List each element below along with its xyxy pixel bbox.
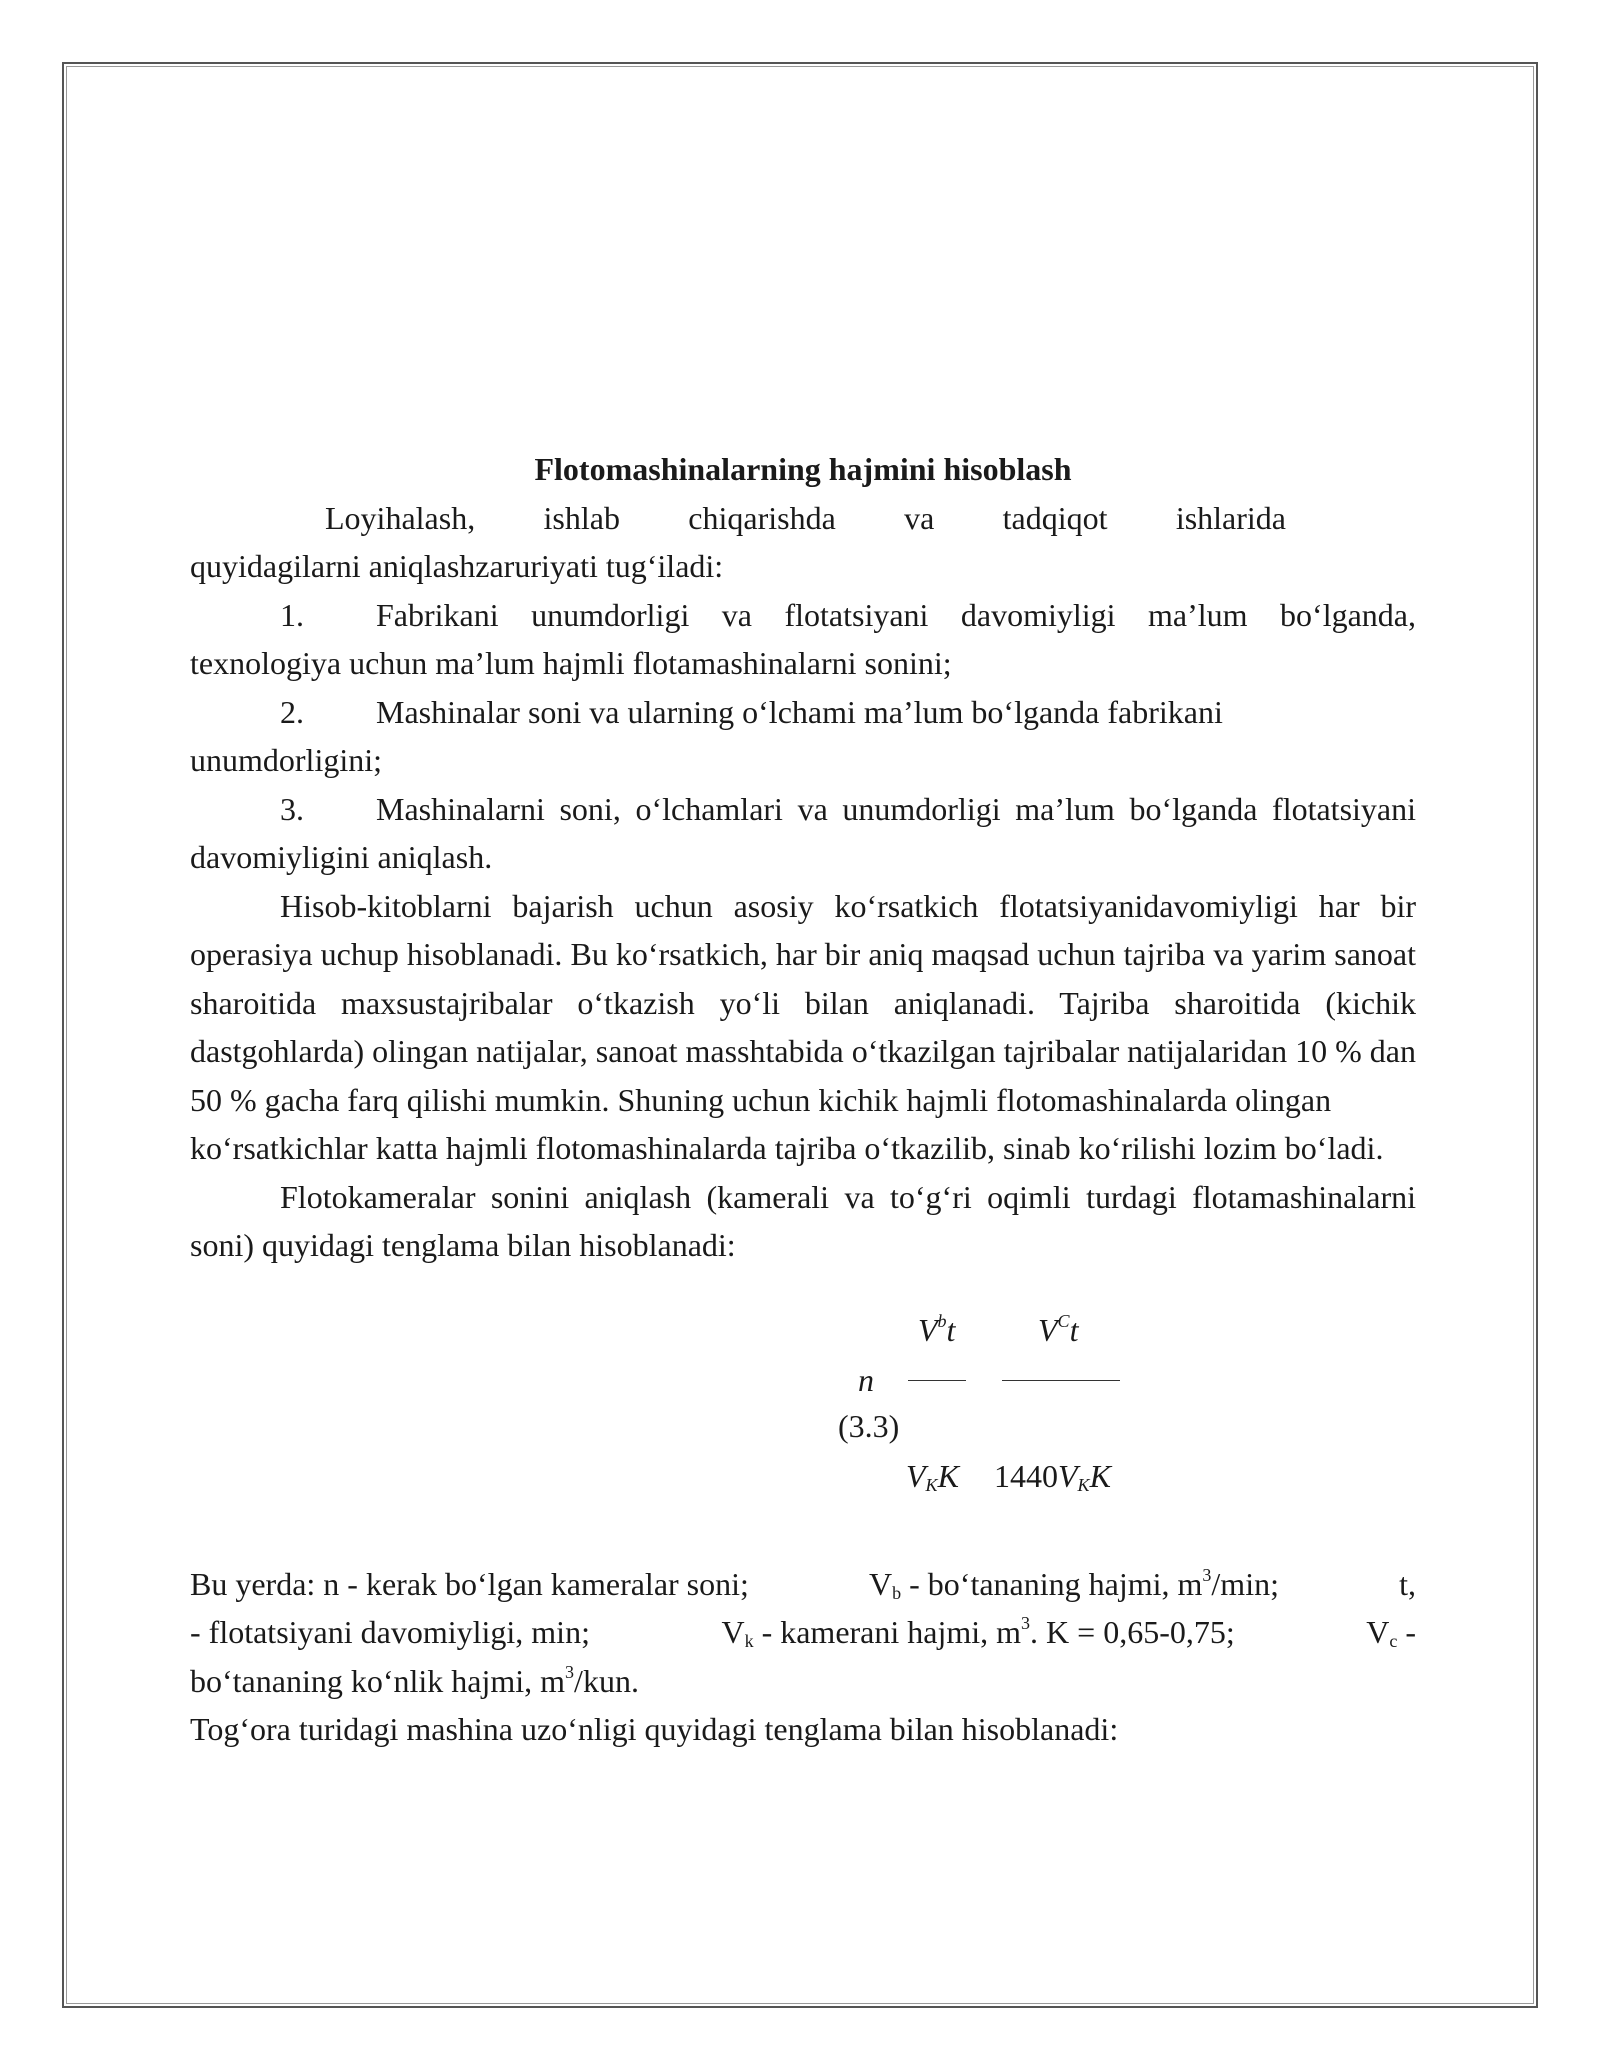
legend-line-1: Bu yerda: n - kerak bo‘lgan kameralar soni; $V_b$ - bo‘tananing hajmi, $m^3/\min$; t, <box>190 1564 1416 1603</box>
list-item-2 <box>190 688 1416 785</box>
intro-line-1: Loyihalash, ishlab chiqarishda va tadqiqot ishlarida <box>325 499 1286 536</box>
intro-line-2: quyidagilarni aniqlashzaruriyati tug‘iladi: <box>190 548 724 584</box>
list-text: Mashinalar soni va ularning o‘lchami ma’lum bo‘lganda fabrikani unumdorligini; <box>190 693 1223 778</box>
legend-line-3: bo‘tananing ko‘nlik hajmi, $m^3$/kun. <box>190 1661 639 1699</box>
paragraph-verification: ko‘rsatkichlar katta hajmli flotomashinalarda tajriba o‘tkazilib, sinab ko‘rilishi lozim bo‘ladi. <box>190 1130 1384 1166</box>
paragraph-chamber-count: Flotokameralar sonini aniqlash (kamerali va to‘g‘ri oqimli turdagi flotamashinalarni soni) quyidagi tenglama bilan hisoblanadi: <box>190 1178 1416 1263</box>
formula-numerator-1: $V^bt$ <box>918 1310 956 1348</box>
fraction-line-1 <box>908 1380 966 1381</box>
intro-paragraph <box>190 494 1416 591</box>
fraction-line-2 <box>1002 1380 1120 1381</box>
formula-denominator-2: $1440V_KK$ <box>994 1457 1111 1495</box>
legend-line-2: - flotatsiyani davomiyligi, min; $V_k$ - kamerani hajmi, $m^3$. K = 0,65-0,75; $V_c$ - <box>190 1613 1416 1651</box>
formula-numerator-2: $V^Ct$ <box>1038 1310 1079 1348</box>
document-body <box>190 445 1416 1754</box>
list-text: Mashinalarni soni, o‘lchamlari va unumdorligi ma’lum bo‘lganda flotatsiyani davomiyligini aniqlash. <box>190 790 1416 875</box>
formula-legend <box>190 1560 1416 1706</box>
list-text: Fabrikani unumdorligi va flotatsiyani davomiyligi ma’lum bo‘lganda, texnologiya uchun ma’lum hajmli flotamashinalarni sonini; <box>190 596 1416 681</box>
formula-denominator-1: $V_KK$ <box>906 1457 959 1495</box>
list-item-1 <box>190 591 1416 688</box>
list-number: 1. <box>280 596 304 633</box>
list-item-3 <box>190 785 1416 882</box>
formula-3-3 <box>190 1300 1416 1540</box>
list-number: 3. <box>280 790 304 827</box>
list-number: 2. <box>280 693 304 730</box>
paragraph-method: Hisob-kitoblarni bajarish uchun asosiy ko‘rsatkich flotatsiyanidavomiyligi har bir operasiya uchup hisoblanadi. Bu ko‘rsatkich, har bir aniq maqsad uchun tajriba va yarim sanoat sharoitida maxsustajribalar o‘tkazish yo‘li bilan aniqlanadi. Tajriba sharoitida (kichik dastgohlarda) olingan natijalar, sanoat masshtabida o‘tkazilgan tajribalar natijalaridan 10 % dan 50 % gacha farq qilishi mumkin. Shuning uchun kichik hajmli flotomashinalarda olingan <box>190 887 1416 1118</box>
formula-n: n <box>858 1361 874 1398</box>
paragraph-trough-machine: Tog‘ora turidagi mashina uzo‘nligi quyidagi tenglama bilan hisoblanadi: <box>190 1711 1119 1747</box>
equation-number: (3.3) <box>838 1407 900 1444</box>
document-title: Flotomashinalarning hajmini hisoblash <box>534 451 1072 487</box>
